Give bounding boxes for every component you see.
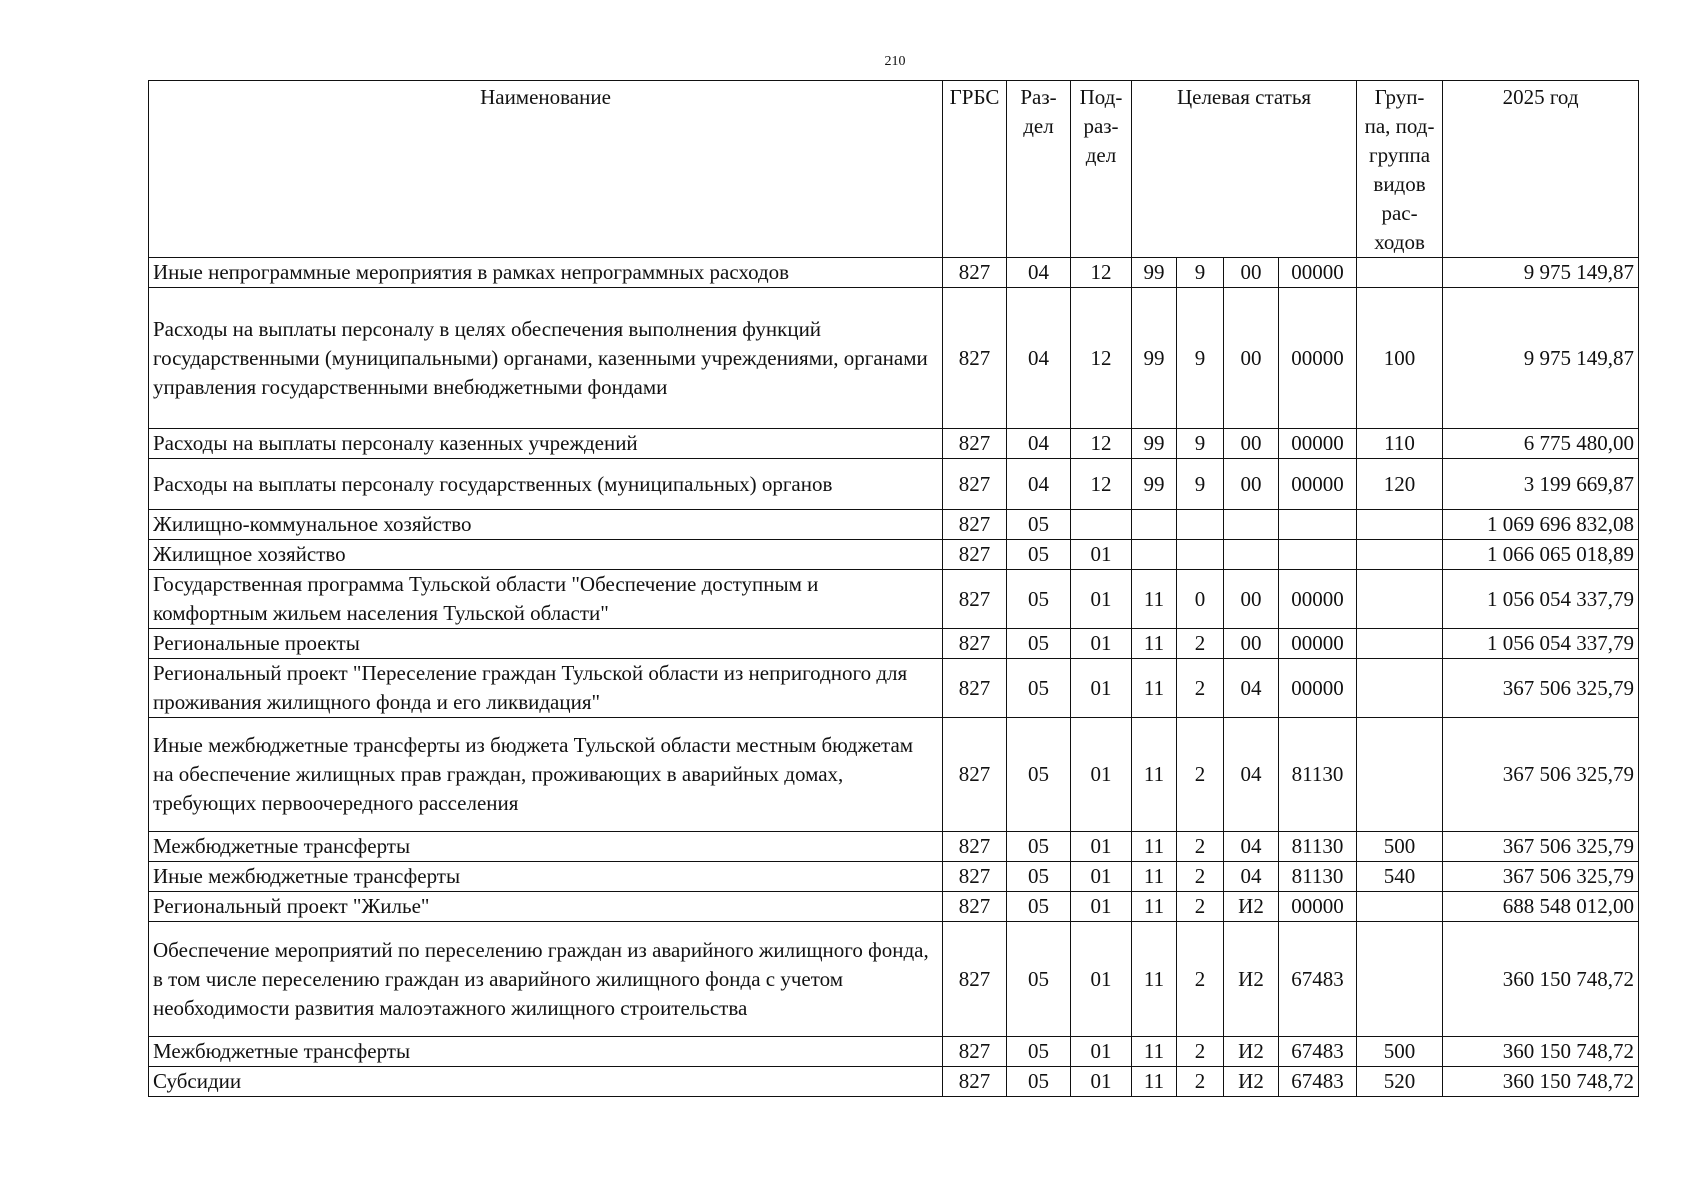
budget-table <box>148 80 1639 1097</box>
header-name: Наименование <box>149 81 943 258</box>
table-row <box>149 629 1639 659</box>
row-target-code: 00000 <box>1279 570 1357 629</box>
row-section: 05 <box>1007 1067 1071 1097</box>
row-target-type: 9 <box>1177 288 1224 429</box>
row-target-program <box>1132 540 1177 570</box>
row-target-code: 81130 <box>1279 718 1357 832</box>
table-row <box>149 1037 1639 1067</box>
row-amount: 360 150 748,72 <box>1443 922 1639 1037</box>
table-header-row <box>149 81 1639 258</box>
row-target-direction: 04 <box>1224 718 1279 832</box>
header-year: 2025 год <box>1443 81 1639 258</box>
row-expense-group <box>1357 629 1443 659</box>
table-row <box>149 922 1639 1037</box>
row-name: Иные непрограммные мероприятия в рамках непрограммных расходов <box>149 258 943 288</box>
table-row <box>149 1067 1639 1097</box>
row-expense-group <box>1357 922 1443 1037</box>
row-name: Расходы на выплаты персоналу казенных учреждений <box>149 429 943 459</box>
row-target-program: 99 <box>1132 459 1177 510</box>
row-expense-group <box>1357 718 1443 832</box>
row-target-code: 00000 <box>1279 892 1357 922</box>
row-name: Региональный проект "Переселение граждан Тульской области из непригодного для проживания жилищного фонда и его ликвидация" <box>149 659 943 718</box>
row-subsection: 01 <box>1071 629 1132 659</box>
row-name: Субсидии <box>149 1067 943 1097</box>
row-target-direction: 00 <box>1224 288 1279 429</box>
row-section: 04 <box>1007 459 1071 510</box>
row-expense-group <box>1357 510 1443 540</box>
row-amount: 1 056 054 337,79 <box>1443 570 1639 629</box>
table-row <box>149 832 1639 862</box>
row-target-direction: 04 <box>1224 659 1279 718</box>
row-expense-group: 110 <box>1357 429 1443 459</box>
row-amount: 367 506 325,79 <box>1443 862 1639 892</box>
row-target-type: 2 <box>1177 832 1224 862</box>
row-target-code <box>1279 510 1357 540</box>
row-target-type: 9 <box>1177 258 1224 288</box>
row-name: Обеспечение мероприятий по переселению граждан из аварийного жилищного фонда, в том числе переселению граждан из аварийного жилищного фонда с учетом необходимости развития малоэтажного жилищного строительства <box>149 922 943 1037</box>
row-expense-group: 120 <box>1357 459 1443 510</box>
row-section: 05 <box>1007 892 1071 922</box>
row-target-code: 00000 <box>1279 288 1357 429</box>
row-expense-group <box>1357 659 1443 718</box>
row-name: Жилищное хозяйство <box>149 540 943 570</box>
row-target-type: 2 <box>1177 892 1224 922</box>
row-target-type: 2 <box>1177 1067 1224 1097</box>
row-target-program: 11 <box>1132 1037 1177 1067</box>
header-target: Целевая статья <box>1132 81 1357 258</box>
row-target-direction: 04 <box>1224 832 1279 862</box>
row-section: 05 <box>1007 1037 1071 1067</box>
row-name: Расходы на выплаты персоналу в целях обеспечения выполнения функций государственными (муниципальными) органами, казенными учреждениями, органами управления государственными внебюджетными фондами <box>149 288 943 429</box>
row-expense-group <box>1357 258 1443 288</box>
row-target-program: 11 <box>1132 659 1177 718</box>
row-subsection: 12 <box>1071 459 1132 510</box>
row-amount: 9 975 149,87 <box>1443 288 1639 429</box>
row-target-direction: 04 <box>1224 862 1279 892</box>
page-number: 210 <box>884 54 906 69</box>
table-body <box>149 258 1639 1097</box>
row-section: 04 <box>1007 288 1071 429</box>
row-name: Государственная программа Тульской области "Обеспечение доступным и комфортным жильем населения Тульской области" <box>149 570 943 629</box>
row-grbs: 827 <box>943 540 1007 570</box>
row-expense-group: 520 <box>1357 1067 1443 1097</box>
row-target-direction: И2 <box>1224 922 1279 1037</box>
row-grbs: 827 <box>943 288 1007 429</box>
row-subsection: 01 <box>1071 540 1132 570</box>
table-row <box>149 718 1639 832</box>
row-subsection: 01 <box>1071 1067 1132 1097</box>
row-amount: 6 775 480,00 <box>1443 429 1639 459</box>
row-target-program: 11 <box>1132 862 1177 892</box>
row-target-type: 2 <box>1177 718 1224 832</box>
row-grbs: 827 <box>943 570 1007 629</box>
row-amount: 367 506 325,79 <box>1443 832 1639 862</box>
row-amount: 360 150 748,72 <box>1443 1067 1639 1097</box>
row-target-type: 0 <box>1177 570 1224 629</box>
header-grbs: ГРБС <box>943 81 1007 258</box>
row-name: Межбюджетные трансферты <box>149 832 943 862</box>
row-grbs: 827 <box>943 832 1007 862</box>
row-grbs: 827 <box>943 459 1007 510</box>
row-target-code: 00000 <box>1279 459 1357 510</box>
row-section: 04 <box>1007 258 1071 288</box>
row-target-direction: 00 <box>1224 570 1279 629</box>
row-target-direction: И2 <box>1224 1067 1279 1097</box>
row-target-code: 81130 <box>1279 832 1357 862</box>
row-target-direction: 00 <box>1224 258 1279 288</box>
row-amount: 9 975 149,87 <box>1443 258 1639 288</box>
row-expense-group <box>1357 570 1443 629</box>
row-amount: 3 199 669,87 <box>1443 459 1639 510</box>
row-name: Региональные проекты <box>149 629 943 659</box>
row-expense-group: 500 <box>1357 1037 1443 1067</box>
row-target-program: 11 <box>1132 718 1177 832</box>
row-expense-group <box>1357 892 1443 922</box>
row-subsection: 01 <box>1071 862 1132 892</box>
row-target-direction <box>1224 510 1279 540</box>
row-name: Межбюджетные трансферты <box>149 1037 943 1067</box>
table-row <box>149 459 1639 510</box>
row-grbs: 827 <box>943 510 1007 540</box>
table-row <box>149 429 1639 459</box>
row-target-program: 11 <box>1132 922 1177 1037</box>
row-target-code: 81130 <box>1279 862 1357 892</box>
row-name: Жилищно-коммунальное хозяйство <box>149 510 943 540</box>
row-target-program: 11 <box>1132 570 1177 629</box>
table-row <box>149 510 1639 540</box>
row-target-program: 11 <box>1132 629 1177 659</box>
table-row <box>149 659 1639 718</box>
row-name: Иные межбюджетные трансферты из бюджета Тульской области местным бюджетам на обеспечение жилищных прав граждан, проживающих в аварийных домах, требующих первоочередного расселения <box>149 718 943 832</box>
row-target-code: 00000 <box>1279 629 1357 659</box>
row-grbs: 827 <box>943 258 1007 288</box>
row-target-type: 9 <box>1177 459 1224 510</box>
row-target-program <box>1132 510 1177 540</box>
row-target-direction: 00 <box>1224 629 1279 659</box>
row-amount: 1 069 696 832,08 <box>1443 510 1639 540</box>
row-amount: 367 506 325,79 <box>1443 659 1639 718</box>
row-section: 05 <box>1007 922 1071 1037</box>
row-name: Расходы на выплаты персоналу государственных (муниципальных) органов <box>149 459 943 510</box>
table-row <box>149 862 1639 892</box>
row-target-type: 2 <box>1177 1037 1224 1067</box>
row-target-program: 11 <box>1132 1067 1177 1097</box>
row-target-code <box>1279 540 1357 570</box>
row-subsection: 12 <box>1071 288 1132 429</box>
row-grbs: 827 <box>943 429 1007 459</box>
row-target-direction <box>1224 540 1279 570</box>
row-target-type: 2 <box>1177 629 1224 659</box>
table-row <box>149 570 1639 629</box>
header-expense-group: Груп- па, под- группа видов рас- ходов <box>1357 81 1443 258</box>
row-subsection: 01 <box>1071 892 1132 922</box>
row-section: 05 <box>1007 659 1071 718</box>
row-target-code: 67483 <box>1279 1067 1357 1097</box>
row-target-program: 11 <box>1132 892 1177 922</box>
header-subsection: Под- раз- дел <box>1071 81 1132 258</box>
row-grbs: 827 <box>943 922 1007 1037</box>
row-grbs: 827 <box>943 1067 1007 1097</box>
row-amount: 688 548 012,00 <box>1443 892 1639 922</box>
row-subsection: 01 <box>1071 922 1132 1037</box>
row-grbs: 827 <box>943 892 1007 922</box>
row-target-direction: И2 <box>1224 1037 1279 1067</box>
row-grbs: 827 <box>943 862 1007 892</box>
row-target-code: 00000 <box>1279 258 1357 288</box>
row-amount: 1 056 054 337,79 <box>1443 629 1639 659</box>
table-row <box>149 540 1639 570</box>
row-amount: 367 506 325,79 <box>1443 718 1639 832</box>
row-target-type <box>1177 540 1224 570</box>
row-section: 05 <box>1007 540 1071 570</box>
row-subsection <box>1071 510 1132 540</box>
row-expense-group: 540 <box>1357 862 1443 892</box>
row-target-program: 99 <box>1132 288 1177 429</box>
row-target-type: 2 <box>1177 922 1224 1037</box>
row-section: 05 <box>1007 718 1071 832</box>
table-row <box>149 258 1639 288</box>
row-grbs: 827 <box>943 1037 1007 1067</box>
row-target-type: 2 <box>1177 862 1224 892</box>
row-section: 04 <box>1007 429 1071 459</box>
row-target-program: 99 <box>1132 429 1177 459</box>
row-subsection: 01 <box>1071 832 1132 862</box>
row-section: 05 <box>1007 629 1071 659</box>
row-amount: 360 150 748,72 <box>1443 1037 1639 1067</box>
row-target-code: 67483 <box>1279 1037 1357 1067</box>
row-name: Региональный проект "Жилье" <box>149 892 943 922</box>
row-subsection: 01 <box>1071 1037 1132 1067</box>
row-target-code: 67483 <box>1279 922 1357 1037</box>
row-target-code: 00000 <box>1279 429 1357 459</box>
row-section: 05 <box>1007 510 1071 540</box>
row-section: 05 <box>1007 570 1071 629</box>
row-section: 05 <box>1007 862 1071 892</box>
row-name: Иные межбюджетные трансферты <box>149 862 943 892</box>
header-section: Раз- дел <box>1007 81 1071 258</box>
row-subsection: 12 <box>1071 429 1132 459</box>
row-target-type <box>1177 510 1224 540</box>
row-expense-group: 500 <box>1357 832 1443 862</box>
row-amount: 1 066 065 018,89 <box>1443 540 1639 570</box>
row-subsection: 01 <box>1071 718 1132 832</box>
row-expense-group <box>1357 540 1443 570</box>
row-target-direction: 00 <box>1224 429 1279 459</box>
row-target-type: 9 <box>1177 429 1224 459</box>
row-expense-group: 100 <box>1357 288 1443 429</box>
row-target-direction: И2 <box>1224 892 1279 922</box>
row-section: 05 <box>1007 832 1071 862</box>
row-target-type: 2 <box>1177 659 1224 718</box>
row-subsection: 12 <box>1071 258 1132 288</box>
row-grbs: 827 <box>943 659 1007 718</box>
row-grbs: 827 <box>943 718 1007 832</box>
table-row <box>149 288 1639 429</box>
row-target-program: 99 <box>1132 258 1177 288</box>
row-subsection: 01 <box>1071 659 1132 718</box>
row-target-code: 00000 <box>1279 659 1357 718</box>
row-target-program: 11 <box>1132 832 1177 862</box>
row-subsection: 01 <box>1071 570 1132 629</box>
row-grbs: 827 <box>943 629 1007 659</box>
row-target-direction: 00 <box>1224 459 1279 510</box>
table-row <box>149 892 1639 922</box>
